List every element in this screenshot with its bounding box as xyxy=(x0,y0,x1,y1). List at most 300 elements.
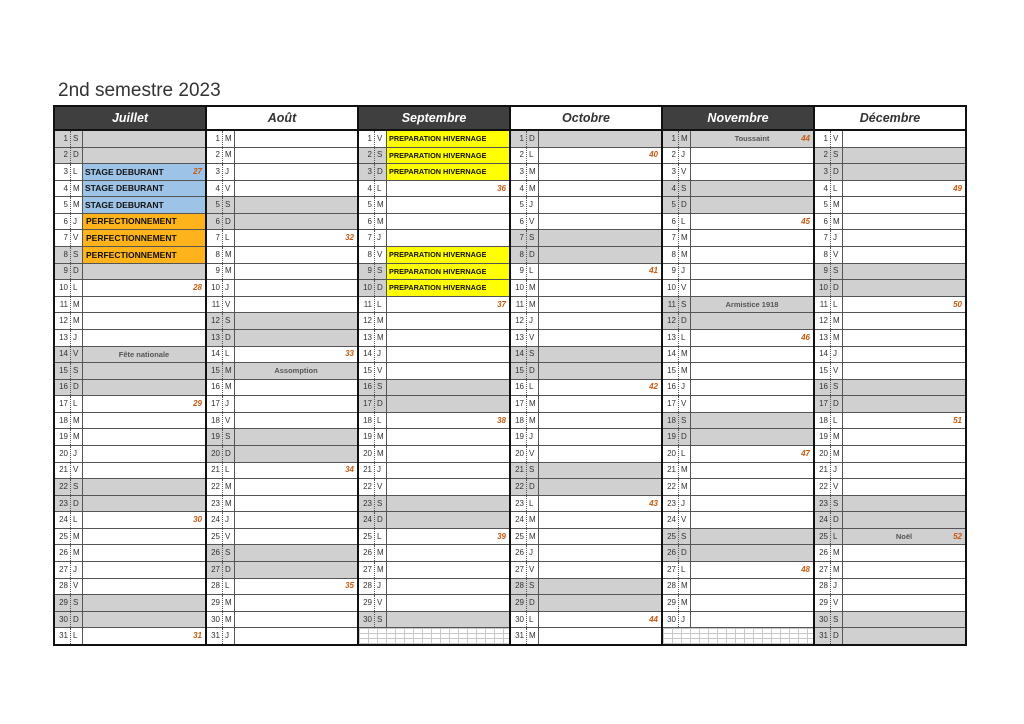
day-row xyxy=(663,297,813,314)
day-row xyxy=(663,595,813,612)
day-cell xyxy=(83,214,205,230)
day-cell xyxy=(83,363,205,379)
day-number: 1 xyxy=(663,131,679,147)
day-letter: M xyxy=(831,429,843,445)
day-cell xyxy=(691,595,813,611)
day-cell xyxy=(387,380,509,396)
day-cell xyxy=(83,380,205,396)
day-number: 5 xyxy=(815,197,831,213)
week-number: 44 xyxy=(801,133,810,143)
day-number: 2 xyxy=(207,148,223,164)
day-letter: J xyxy=(223,396,235,412)
day-row xyxy=(207,562,357,579)
day-number: 24 xyxy=(207,512,223,528)
day-letter: V xyxy=(527,214,539,230)
day-row xyxy=(359,396,509,413)
day-row xyxy=(815,529,965,546)
day-cell xyxy=(539,347,661,363)
day-number: 25 xyxy=(663,529,679,545)
day-row xyxy=(55,363,205,380)
day-letter: D xyxy=(223,214,235,230)
day-list xyxy=(663,131,813,644)
day-letter: S xyxy=(679,413,691,429)
day-cell xyxy=(539,595,661,611)
day-row xyxy=(815,181,965,198)
day-letter: V xyxy=(71,579,83,595)
day-number: 29 xyxy=(663,595,679,611)
day-letter: L xyxy=(831,413,843,429)
event-label: PREPARATION HIVERNAGE xyxy=(389,251,487,259)
day-row xyxy=(359,313,509,330)
day-row xyxy=(815,380,965,397)
day-number: 8 xyxy=(207,247,223,263)
day-cell xyxy=(539,197,661,213)
day-letter: L xyxy=(527,380,539,396)
day-row xyxy=(207,579,357,596)
holiday-label: Toussaint xyxy=(734,134,770,144)
day-number: 11 xyxy=(511,297,527,313)
day-letter: M xyxy=(375,330,387,346)
day-cell xyxy=(235,496,357,512)
day-number: 15 xyxy=(663,363,679,379)
day-cell xyxy=(83,148,205,164)
day-letter: V xyxy=(831,479,843,495)
day-number: 15 xyxy=(55,363,71,379)
day-row xyxy=(663,131,813,148)
day-row xyxy=(207,396,357,413)
day-number: 13 xyxy=(207,330,223,346)
day-cell xyxy=(691,313,813,329)
day-cell xyxy=(691,164,813,180)
day-row xyxy=(207,363,357,380)
day-letter: D xyxy=(831,512,843,528)
day-letter: V xyxy=(375,595,387,611)
day-number: 22 xyxy=(663,479,679,495)
day-letter: S xyxy=(831,380,843,396)
day-row xyxy=(55,164,205,181)
day-cell xyxy=(387,148,509,164)
day-letter: M xyxy=(223,148,235,164)
month-header: Décembre xyxy=(815,107,965,131)
day-number: 8 xyxy=(663,247,679,263)
day-row xyxy=(359,181,509,198)
day-letter: L xyxy=(679,562,691,578)
day-row xyxy=(359,214,509,231)
day-cell xyxy=(691,562,813,578)
day-row xyxy=(207,429,357,446)
day-row xyxy=(359,247,509,264)
day-number: 1 xyxy=(815,131,831,147)
day-row xyxy=(359,363,509,380)
event-label: PERFECTIONNEMENT xyxy=(86,217,177,226)
day-cell xyxy=(387,297,509,313)
day-row xyxy=(55,148,205,165)
day-letter: M xyxy=(527,297,539,313)
day-cell xyxy=(691,363,813,379)
day-cell xyxy=(83,496,205,512)
day-row xyxy=(55,131,205,148)
day-row xyxy=(359,164,509,181)
week-number: 47 xyxy=(801,448,810,458)
day-cell xyxy=(843,479,965,495)
day-cell xyxy=(691,131,813,147)
day-letter: V xyxy=(71,463,83,479)
day-row xyxy=(815,330,965,347)
day-number: 25 xyxy=(511,529,527,545)
day-letter: J xyxy=(679,148,691,164)
day-number: 8 xyxy=(55,247,71,263)
day-cell xyxy=(83,264,205,280)
day-letter: M xyxy=(831,562,843,578)
day-row xyxy=(207,280,357,297)
day-letter: M xyxy=(527,181,539,197)
day-number: 9 xyxy=(815,264,831,280)
day-number: 20 xyxy=(359,446,375,462)
day-cell xyxy=(235,446,357,462)
day-number: 23 xyxy=(663,496,679,512)
day-letter: V xyxy=(679,396,691,412)
day-number: 19 xyxy=(207,429,223,445)
day-row xyxy=(55,446,205,463)
day-number: 3 xyxy=(207,164,223,180)
week-number: 29 xyxy=(193,399,202,409)
day-number: 2 xyxy=(511,148,527,164)
day-cell xyxy=(235,396,357,412)
day-row xyxy=(511,529,661,546)
day-letter: V xyxy=(527,562,539,578)
day-cell xyxy=(691,280,813,296)
day-row xyxy=(511,313,661,330)
day-row xyxy=(815,264,965,281)
day-cell xyxy=(691,297,813,313)
day-cell xyxy=(83,164,205,180)
day-letter: V xyxy=(71,347,83,363)
day-row xyxy=(55,512,205,529)
day-letter: S xyxy=(831,496,843,512)
day-cell xyxy=(539,131,661,147)
day-cell xyxy=(843,429,965,445)
event-label: PREPARATION HIVERNAGE xyxy=(389,168,487,176)
day-letter: S xyxy=(71,363,83,379)
day-cell xyxy=(235,463,357,479)
day-letter: D xyxy=(527,595,539,611)
day-letter: L xyxy=(375,181,387,197)
day-row xyxy=(359,612,509,629)
day-letter: S xyxy=(679,529,691,545)
day-letter: M xyxy=(223,380,235,396)
day-cell xyxy=(843,181,965,197)
day-letter: S xyxy=(71,131,83,147)
day-row xyxy=(55,545,205,562)
day-letter: S xyxy=(223,197,235,213)
day-row xyxy=(359,330,509,347)
day-row xyxy=(55,529,205,546)
day-number: 5 xyxy=(55,197,71,213)
day-row xyxy=(663,529,813,546)
day-cell xyxy=(235,148,357,164)
day-row xyxy=(207,347,357,364)
day-letter: V xyxy=(831,247,843,263)
day-letter: M xyxy=(527,280,539,296)
day-letter: D xyxy=(831,396,843,412)
day-row xyxy=(55,330,205,347)
day-letter: M xyxy=(71,545,83,561)
day-cell xyxy=(235,529,357,545)
day-cell xyxy=(539,230,661,246)
day-letter: J xyxy=(831,230,843,246)
day-number: 18 xyxy=(207,413,223,429)
day-cell xyxy=(235,512,357,528)
day-letter: S xyxy=(831,612,843,628)
day-letter: J xyxy=(527,313,539,329)
day-number: 7 xyxy=(359,230,375,246)
day-letter: L xyxy=(375,529,387,545)
day-letter: M xyxy=(831,545,843,561)
day-letter: M xyxy=(679,463,691,479)
day-cell xyxy=(235,612,357,628)
day-number: 30 xyxy=(207,612,223,628)
day-number: 4 xyxy=(815,181,831,197)
day-row xyxy=(359,479,509,496)
day-cell xyxy=(691,197,813,213)
day-cell xyxy=(843,214,965,230)
day-letter: M xyxy=(375,446,387,462)
day-number: 21 xyxy=(815,463,831,479)
holiday-label: Armistice 1918 xyxy=(725,299,779,309)
day-number: 19 xyxy=(815,429,831,445)
day-letter: D xyxy=(527,363,539,379)
day-cell xyxy=(235,562,357,578)
day-letter: M xyxy=(71,529,83,545)
day-row xyxy=(815,612,965,629)
day-cell xyxy=(83,347,205,363)
day-number: 31 xyxy=(55,628,71,644)
day-letter: S xyxy=(375,380,387,396)
day-number: 11 xyxy=(815,297,831,313)
day-number: 1 xyxy=(55,131,71,147)
day-row xyxy=(511,579,661,596)
week-number: 45 xyxy=(801,216,810,226)
day-row xyxy=(511,562,661,579)
day-row xyxy=(207,313,357,330)
day-number: 20 xyxy=(663,446,679,462)
day-letter: M xyxy=(71,429,83,445)
day-number: 28 xyxy=(359,579,375,595)
day-cell xyxy=(83,628,205,644)
day-cell xyxy=(387,347,509,363)
day-row xyxy=(815,164,965,181)
day-row xyxy=(207,230,357,247)
day-cell xyxy=(83,545,205,561)
day-cell xyxy=(83,197,205,213)
day-letter: D xyxy=(527,247,539,263)
day-number: 16 xyxy=(511,380,527,396)
day-row xyxy=(55,181,205,198)
day-number: 5 xyxy=(207,197,223,213)
day-letter: L xyxy=(71,280,83,296)
day-row xyxy=(55,496,205,513)
day-number: 10 xyxy=(207,280,223,296)
day-row xyxy=(511,148,661,165)
day-letter: D xyxy=(375,280,387,296)
day-cell xyxy=(539,363,661,379)
day-number: 10 xyxy=(815,280,831,296)
day-letter: M xyxy=(831,214,843,230)
day-row xyxy=(511,545,661,562)
day-number: 8 xyxy=(815,247,831,263)
month-header: Août xyxy=(207,107,357,131)
day-number: 3 xyxy=(663,164,679,180)
day-row xyxy=(207,330,357,347)
day-letter: M xyxy=(679,579,691,595)
day-number: 13 xyxy=(55,330,71,346)
week-number: 48 xyxy=(801,564,810,574)
day-row xyxy=(55,247,205,264)
day-number: 22 xyxy=(511,479,527,495)
day-number: 20 xyxy=(55,446,71,462)
day-cell xyxy=(539,612,661,628)
day-letter: S xyxy=(527,463,539,479)
day-cell xyxy=(691,579,813,595)
day-cell xyxy=(843,579,965,595)
day-number: 10 xyxy=(359,280,375,296)
day-letter: V xyxy=(223,413,235,429)
day-letter: D xyxy=(527,131,539,147)
day-row xyxy=(815,313,965,330)
day-cell xyxy=(387,396,509,412)
day-letter: D xyxy=(71,496,83,512)
day-row xyxy=(815,396,965,413)
day-row xyxy=(359,545,509,562)
day-letter: S xyxy=(71,479,83,495)
day-letter: J xyxy=(527,197,539,213)
day-cell xyxy=(83,297,205,313)
day-row xyxy=(55,463,205,480)
day-number: 4 xyxy=(207,181,223,197)
day-number: 26 xyxy=(55,545,71,561)
day-row xyxy=(359,496,509,513)
day-row xyxy=(511,181,661,198)
day-letter: M xyxy=(223,131,235,147)
day-row xyxy=(815,446,965,463)
day-cell xyxy=(235,197,357,213)
day-number: 15 xyxy=(511,363,527,379)
day-letter: V xyxy=(679,512,691,528)
day-letter: V xyxy=(375,363,387,379)
day-number: 9 xyxy=(663,264,679,280)
day-cell xyxy=(691,380,813,396)
day-row xyxy=(663,429,813,446)
day-letter: M xyxy=(831,197,843,213)
day-number: 22 xyxy=(359,479,375,495)
day-number: 17 xyxy=(815,396,831,412)
day-row xyxy=(207,512,357,529)
week-number: 46 xyxy=(801,332,810,342)
day-row xyxy=(815,197,965,214)
day-cell xyxy=(235,330,357,346)
day-row xyxy=(55,579,205,596)
day-row xyxy=(815,429,965,446)
day-number: 30 xyxy=(511,612,527,628)
day-number: 23 xyxy=(359,496,375,512)
week-number: 51 xyxy=(953,415,962,425)
day-letter: M xyxy=(375,214,387,230)
day-row xyxy=(511,380,661,397)
day-row xyxy=(55,612,205,629)
day-number: 13 xyxy=(815,330,831,346)
day-row xyxy=(511,446,661,463)
day-cell xyxy=(843,612,965,628)
day-row xyxy=(511,264,661,281)
day-number: 26 xyxy=(511,545,527,561)
day-row xyxy=(815,628,965,644)
day-row xyxy=(207,197,357,214)
day-row xyxy=(815,347,965,364)
day-number: 2 xyxy=(663,148,679,164)
event-label: PERFECTIONNEMENT xyxy=(86,250,177,260)
day-cell xyxy=(235,247,357,263)
week-number: 40 xyxy=(649,150,658,160)
day-letter: L xyxy=(223,579,235,595)
day-cell xyxy=(843,529,965,545)
day-cell xyxy=(843,545,965,561)
day-number: 18 xyxy=(663,413,679,429)
day-letter: M xyxy=(71,181,83,197)
event-label: STAGE DEBURANT xyxy=(85,184,164,193)
day-row xyxy=(359,131,509,148)
day-cell xyxy=(539,628,661,644)
day-number: 15 xyxy=(359,363,375,379)
day-number: 2 xyxy=(815,148,831,164)
day-row xyxy=(207,479,357,496)
day-number: 1 xyxy=(207,131,223,147)
day-number: 31 xyxy=(815,628,831,644)
day-cell xyxy=(235,164,357,180)
day-cell xyxy=(235,413,357,429)
event-label: PREPARATION HIVERNAGE xyxy=(389,284,487,292)
day-row xyxy=(815,148,965,165)
day-cell xyxy=(539,479,661,495)
week-number: 43 xyxy=(649,498,658,508)
day-letter: J xyxy=(223,628,235,644)
day-list xyxy=(511,131,661,644)
day-number: 25 xyxy=(815,529,831,545)
day-cell xyxy=(235,363,357,379)
day-row xyxy=(511,429,661,446)
day-cell xyxy=(83,230,205,246)
day-letter: J xyxy=(831,579,843,595)
day-cell xyxy=(843,363,965,379)
day-row xyxy=(663,413,813,430)
day-cell xyxy=(843,164,965,180)
day-cell xyxy=(539,429,661,445)
day-row xyxy=(815,214,965,231)
week-number: 27 xyxy=(193,166,202,176)
day-cell xyxy=(83,313,205,329)
week-number: 30 xyxy=(193,515,202,525)
day-row xyxy=(663,197,813,214)
day-cell xyxy=(691,264,813,280)
day-row xyxy=(663,313,813,330)
day-letter: M xyxy=(375,545,387,561)
day-row xyxy=(511,496,661,513)
day-letter: M xyxy=(831,313,843,329)
day-letter: S xyxy=(831,148,843,164)
day-row xyxy=(663,280,813,297)
week-number: 38 xyxy=(497,415,506,425)
day-cell xyxy=(691,247,813,263)
day-letter: L xyxy=(679,330,691,346)
